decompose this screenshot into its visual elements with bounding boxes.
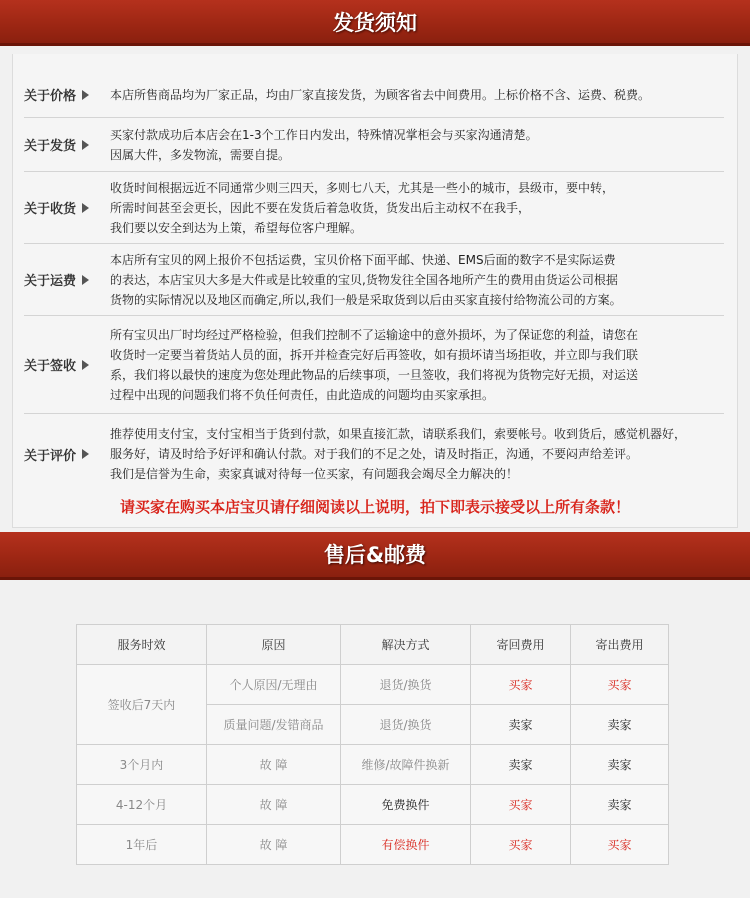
table-header: 原因 <box>207 625 341 665</box>
notice-row-shipping <box>24 118 724 172</box>
table-cell: 买家 <box>571 665 669 705</box>
notice-row-price <box>24 72 724 118</box>
arrow-right-icon <box>82 90 89 100</box>
notice-text: 所需时间甚至会更长，因此不要在发货后着急收货，货发出后主动权不在我手， <box>110 200 531 215</box>
notice-text: 货物的实际情况以及地区而确定,所以,我们一般是采取货到以后由买家直接付给物流公司的方案。 <box>110 292 622 307</box>
notice-label: 关于签收 <box>24 355 110 374</box>
notice-row-freight <box>24 244 724 316</box>
arrow-right-icon <box>82 140 89 150</box>
notice-label: 关于收货 <box>24 198 110 217</box>
table-header: 寄出费用 <box>571 625 669 665</box>
table-cell: 1年后 <box>77 825 207 865</box>
notice-text: 所有宝贝出厂时均经过严格检验，但我们控制不了运输途中的意外损坏，为了保证您的利益，请您在 <box>110 327 639 342</box>
table-header-row <box>77 625 669 665</box>
table-row <box>77 745 669 785</box>
table-header: 解决方式 <box>341 625 471 665</box>
table-row <box>77 665 669 705</box>
table-cell: 故 障 <box>207 825 341 865</box>
table-cell: 买家 <box>571 825 669 865</box>
arrow-right-icon <box>82 203 89 213</box>
table-cell: 免费换件 <box>341 785 471 825</box>
table-cell: 质量问题/发错商品 <box>207 705 341 745</box>
notice-text: 过程中出现的问题我们将不负任何责任，由此造成的问题均由买家承担。 <box>110 387 495 402</box>
table-cell: 签收后7天内 <box>77 665 207 745</box>
arrow-right-icon <box>82 360 89 370</box>
notice-banner <box>0 0 750 46</box>
table-cell: 买家 <box>471 785 571 825</box>
notice-title: 发货须知 <box>333 11 417 35</box>
notice-text: 我们是信誉为生命，卖家真诚对待每一位买家，有问题我会竭尽全力解决的！ <box>110 467 519 481</box>
table-cell: 维修/故障件换新 <box>341 745 471 785</box>
notice-text: 系，我们将以最快的速度为您处理此物品的后续事项，一旦签收，我们将视为货物完好无损，对运送 <box>110 367 639 382</box>
notice-text: 的表达，本店宝贝大多是大件或是比较重的宝贝,货物发往全国各地所产生的费用由货运公司根据 <box>110 272 618 287</box>
notice-text: 我们要以安全到达为上策，希望每位客户理解。 <box>110 220 363 235</box>
after-sales-title: 售后&邮费 <box>323 543 427 567</box>
notice-row-review <box>24 414 724 494</box>
table-cell: 4-12个月 <box>77 785 207 825</box>
table-cell: 卖家 <box>571 745 669 785</box>
notice-text: 推荐使用支付宝，支付宝相当于货到付款，如果直接汇款，请联系我们，索要帐号。收到货后，感觉机器好， <box>110 427 687 441</box>
after-sales-banner <box>0 532 750 580</box>
table-cell: 买家 <box>471 825 571 865</box>
table-cell: 卖家 <box>471 705 571 745</box>
notice-label: 关于评价 <box>24 445 110 464</box>
notice-row-signing <box>24 316 724 414</box>
arrow-right-icon <box>82 275 89 285</box>
table-cell: 退货/换货 <box>341 665 471 705</box>
notice-text: 收货时一定要当着货站人员的面，拆开并检查完好后再签收，如有损坏请当场拒收，并立即与我们联 <box>110 347 639 362</box>
notice-row-receive <box>24 172 724 244</box>
arrow-right-icon <box>82 449 89 459</box>
warning-text: 请买家在购买本店宝贝请仔细阅读以上说明，拍下即表示接受以上所有条款！ <box>119 498 630 516</box>
table-cell: 有偿换件 <box>341 825 471 865</box>
table-row <box>77 825 669 865</box>
table-cell: 买家 <box>471 665 571 705</box>
table-cell: 故 障 <box>207 785 341 825</box>
notice-text: 收货时间根据远近不同通常少则三四天，多则七八天，尤其是一些小的城市，县级市，要中转， <box>110 180 615 195</box>
table-cell: 卖家 <box>571 705 669 745</box>
table-header: 服务时效 <box>77 625 207 665</box>
after-sales-table <box>76 624 669 865</box>
notice-label: 关于运费 <box>24 270 110 289</box>
table-cell: 3个月内 <box>77 745 207 785</box>
table-cell: 卖家 <box>471 745 571 785</box>
notice-label: 关于发货 <box>24 135 110 154</box>
table-header: 寄回费用 <box>471 625 571 665</box>
table-row <box>77 785 669 825</box>
notice-text: 因属大件，多发物流，需要自提。 <box>110 147 291 162</box>
table-cell: 卖家 <box>571 785 669 825</box>
after-sales-panel <box>12 584 738 898</box>
notice-text: 买家付款成功后本店会在1-3个工作日内发出，特殊情况掌柜会与买家沟通清楚。 <box>110 127 538 142</box>
notice-text: 服务好，请及时给予好评和确认付款。对于我们的不足之处，请及时指正，沟通，不要闷声给差评。 <box>110 447 639 461</box>
notice-text: 本店所有宝贝的网上报价不包括运费，宝贝价格下面平邮、快递、EMS后面的数字不是实际运费 <box>110 252 616 267</box>
notice-label: 关于价格 <box>24 85 110 104</box>
notice-text: 本店所售商品均为厂家正品，均由厂家直接发货，为顾客省去中间费用。上标价格不含、运费、税费。 <box>110 87 651 102</box>
table-cell: 故 障 <box>207 745 341 785</box>
table-cell: 个人原因/无理由 <box>207 665 341 705</box>
table-cell: 退货/换货 <box>341 705 471 745</box>
